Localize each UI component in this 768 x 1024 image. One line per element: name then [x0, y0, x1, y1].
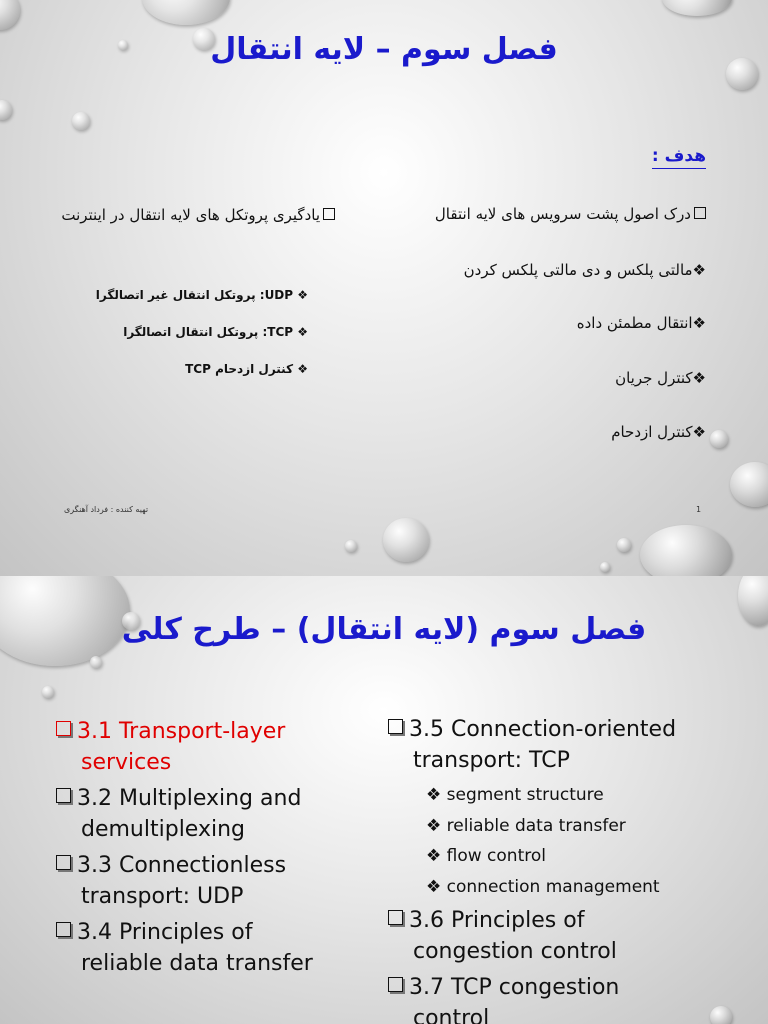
water-drop-decoration [730, 462, 768, 507]
outline-item-3-4[interactable]: 3.4 Principles of reliable data transfer [56, 917, 313, 979]
objective-subitem: ❖انتقال مطمئن داده [576, 314, 706, 332]
outline-subitem: ❖ connection management [426, 877, 660, 897]
protocol-subitem: ❖ کنترل ازدحام TCP [185, 362, 308, 376]
outline-subitem: ❖ flow control [426, 846, 546, 866]
water-drop-decoration [710, 430, 728, 448]
outline-subitem: ❖ segment structure [426, 785, 604, 805]
outline-item-3-6[interactable]: 3.6 Principles of congestion control [388, 905, 617, 967]
slide-footer: تهیه کننده : فرداد آهنگری [64, 505, 149, 514]
water-drop-decoration [383, 518, 429, 562]
checkbox-bullet-icon [388, 910, 403, 925]
checkbox-bullet-icon [694, 207, 706, 219]
protocol-subitem: ❖ UDP: پروتکل انتقال غیر اتصالگرا [95, 288, 308, 302]
slide-2 [0, 576, 768, 1024]
outline-subitem: ❖ reliable data transfer [426, 816, 626, 836]
slide-title: فصل سوم – لایه انتقال [210, 32, 558, 67]
water-drop-decoration [42, 686, 54, 698]
water-drop-decoration [72, 112, 90, 130]
water-drop-decoration [0, 100, 12, 120]
checkbox-bullet-icon [56, 922, 71, 937]
water-drop-decoration [710, 1006, 732, 1024]
objective-item: درک اصول پشت سرویس های لایه انتقال [435, 205, 706, 223]
goal-label: هدف : [652, 146, 706, 169]
objective-item: یادگیری پروتکل های لایه انتقال در اینترنت [35, 196, 335, 234]
water-drop-decoration [600, 562, 610, 572]
checkbox-bullet-icon [323, 208, 335, 220]
objective-subitem: ❖کنترل ازدحام [611, 423, 706, 441]
water-drop-decoration [90, 656, 102, 668]
outline-item-3-5[interactable]: 3.5 Connection-oriented transport: TCP [388, 714, 676, 776]
checkbox-bullet-icon [56, 788, 71, 803]
water-drop-decoration [640, 525, 732, 576]
outline-item-3-1[interactable]: 3.1 Transport-layer services [56, 716, 285, 778]
checkbox-bullet-icon [388, 719, 403, 734]
water-drop-decoration [617, 538, 631, 552]
water-drop-decoration [142, 0, 230, 25]
checkbox-bullet-icon [388, 977, 403, 992]
objective-subitem: ❖مالتی پلکس و دی مالتی پلکس کردن [463, 261, 706, 279]
water-drop-decoration [345, 540, 357, 552]
water-drop-decoration [662, 0, 732, 16]
checkbox-bullet-icon [56, 855, 71, 870]
protocol-subitem: ❖ TCP: پروتکل انتقال اتصالگرا [123, 325, 308, 339]
page-number: 1 [696, 505, 702, 514]
outline-item-3-7[interactable]: 3.7 TCP congestion control [388, 972, 619, 1024]
objective-subitem: ❖کنترل جریان [615, 369, 706, 387]
slide-title: فصل سوم (لایه انتقال) – طرح کلی [121, 612, 647, 647]
checkbox-bullet-icon [56, 721, 71, 736]
outline-item-3-3[interactable]: 3.3 Connectionless transport: UDP [56, 850, 286, 912]
water-drop-decoration [0, 0, 20, 30]
outline-item-3-2[interactable]: 3.2 Multiplexing and demultiplexing [56, 783, 301, 845]
